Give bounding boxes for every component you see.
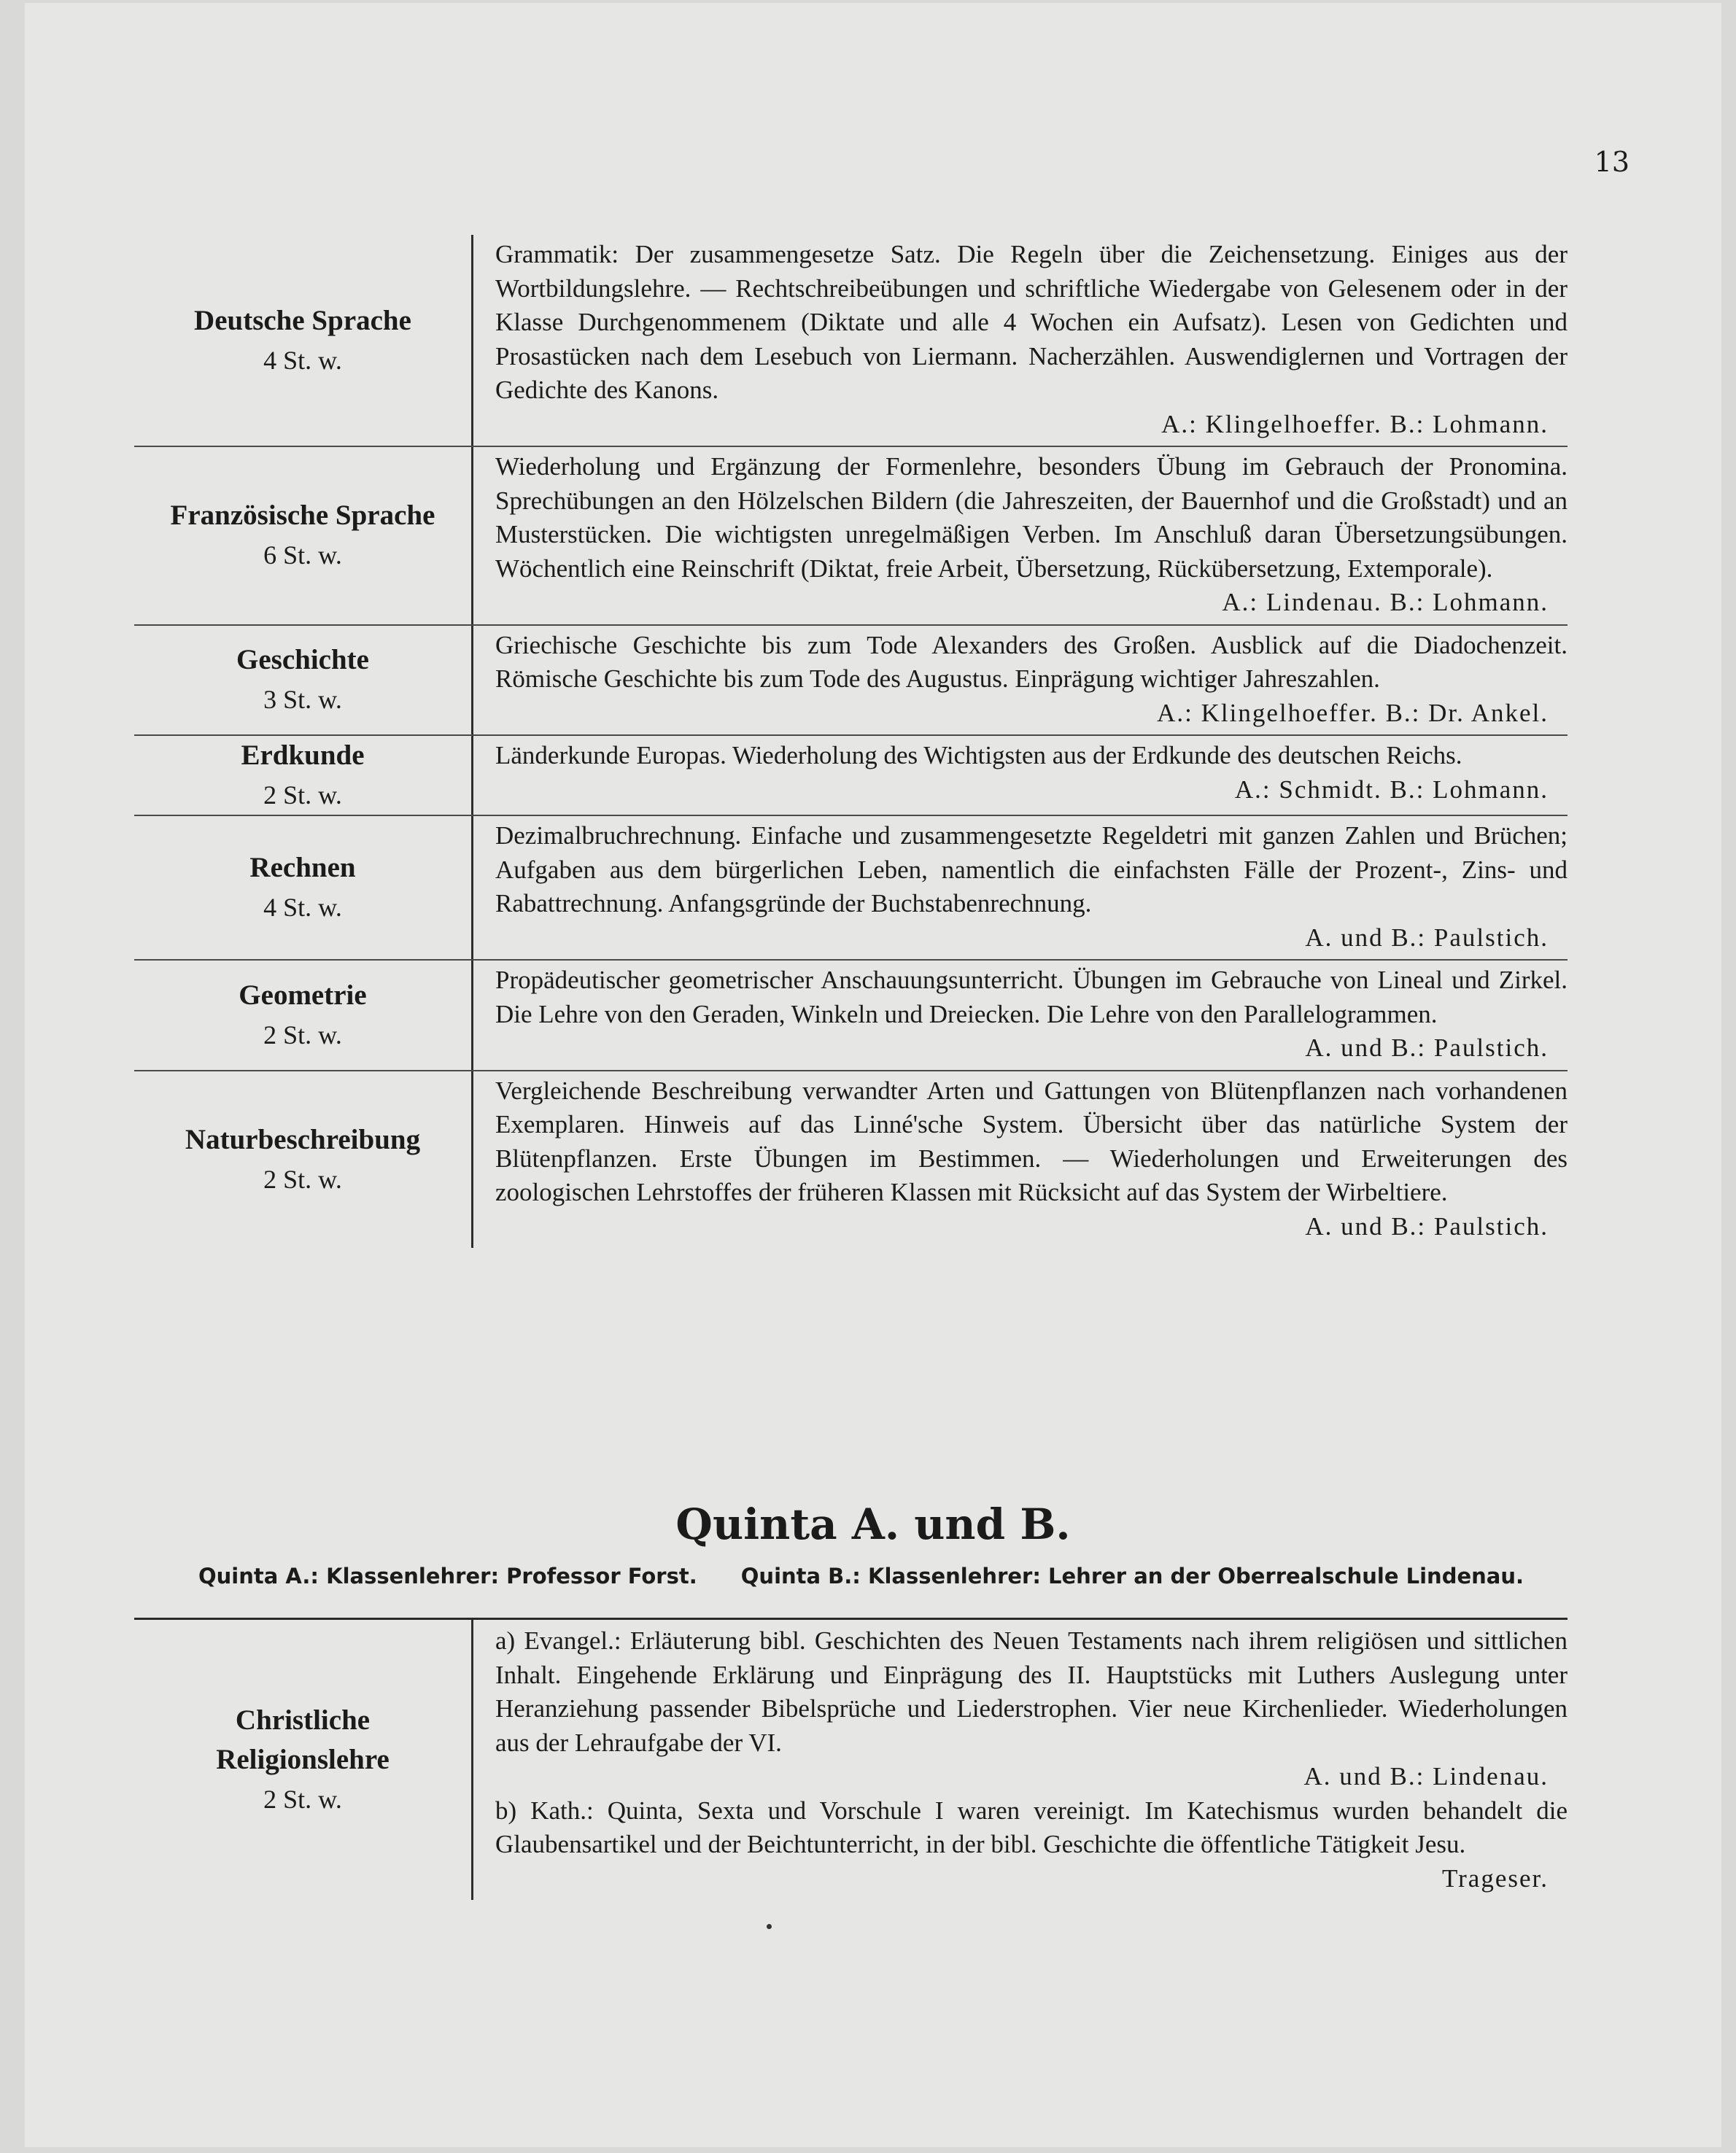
- subject-row-erdkunde: [134, 734, 1568, 815]
- print-speck: [767, 1924, 772, 1929]
- subject-name: Französische Sprache: [170, 500, 435, 532]
- evangelical-teachers: A. und B.: Lindenau.: [1303, 1762, 1549, 1791]
- evangelical-text: a) Evangel.: Erläuterung bibl. Geschichten des Neuen Testaments nach ihrem religiösen und sittlichen Inhalt. Eingehende Erklärung und Einprägung des II. Hauptstücks mit Luthers Auslegung unter Heranziehung passender Bibelsprüche und Liederstrophen. Vier neue Kirchenlieder. Wiederholungen aus der Lehraufgabe der VI.: [495, 1626, 1568, 1757]
- subject-name-line1: Christliche: [235, 1704, 371, 1736]
- page-number: 13: [1594, 146, 1630, 178]
- subject-cell: [134, 235, 471, 446]
- subject-teachers: A.: Klingelhoeffer. B.: Lohmann.: [1161, 409, 1549, 438]
- subject-content: [471, 1071, 1568, 1249]
- class-teachers-line: [198, 1564, 1628, 1588]
- subject-text: Griechische Geschichte bis zum Tode Alexanders des Großen. Ausblick auf die Diadochenzeit. Römische Geschichte bis zum Tode des Augustus. Einprägung wichtiger Jahreszahlen.: [495, 630, 1568, 693]
- subject-row-franzoesisch: [134, 446, 1568, 624]
- subject-content: [471, 961, 1568, 1070]
- subject-name: Rechnen: [249, 852, 356, 883]
- subject-hours: 3 St. w.: [263, 685, 342, 715]
- subject-teachers: A.: Schmidt. B.: Lohmann.: [1234, 775, 1549, 804]
- document-page: [25, 3, 1721, 2147]
- subject-text: Vergleichende Beschreibung verwandter Arten und Gattungen von Blütenpflanzen nach vorhandenen Exemplaren. Hinweis auf das Linné'sche System. Übersicht über das natürliche System der Blütenpflanzen. Erste Übungen im Bestimmen. — Wiederholungen und Erweiterungen des zoologischen Lehrstoffes der früheren Klassen mit Rücksicht auf das System der Wirbeltiere.: [495, 1076, 1568, 1206]
- subject-teachers: A. und B.: Paulstich.: [1305, 1211, 1549, 1241]
- subject-content: [471, 816, 1568, 959]
- subject-hours: 2 St. w.: [263, 1164, 342, 1194]
- subject-cell: [134, 1620, 471, 1900]
- catholic-teacher: Trageser.: [1441, 1863, 1549, 1893]
- subject-text: Grammatik: Der zusammengesetze Satz. Die Regeln über die Zeichensetzung. Einiges aus der Wortbildungslehre. — Rechtschreibeübungen und schriftliche Wiedergabe von Gelesenem oder in der Klasse Durchgenommenem (Diktate und alle 4 Wochen ein Aufsatz). Lesen von Gedichten und Prosastücken nach dem Lesebuch von Liermann. Nacherzählen. Auswendiglernen und Vortragen der Gedichte des Kanons.: [495, 240, 1568, 404]
- subject-teachers: A.: Klingelhoeffer. B.: Dr. Ankel.: [1157, 698, 1549, 727]
- subject-text: Propädeutischer geometrischer Anschauungsunterricht. Übungen im Gebrauche von Lineal und Zirkel. Die Lehre von den Geraden, Winkeln und Dreiecken. Die Lehre von den Parallelogrammen.: [495, 966, 1568, 1028]
- religion-table: [134, 1620, 1568, 1900]
- subject-cell: [134, 961, 471, 1070]
- section-title: Quinta A. und B.: [675, 1500, 1071, 1549]
- subject-content: [471, 626, 1568, 735]
- subject-cell: [134, 626, 471, 735]
- subject-text: Wiederholung und Ergänzung der Formenlehre, besonders Übung im Gebrauch der Pronomina. Sprechübungen an den Hölzelschen Bildern (die Jahreszeiten, der Bauernhof und die Großstadt) und an Musterstücken. Die wichtigsten unregelmäßigen Verben. Im Anschluß daran Übersetzungsübungen. Wöchentlich eine Reinschrift (Diktat, freie Arbeit, Übersetzung, Rückübersetzung, Extemporale).: [495, 452, 1568, 583]
- subject-hours: 2 St. w.: [263, 780, 342, 810]
- catholic-text: b) Kath.: Quinta, Sexta und Vorschule I waren vereinigt. Im Katechismus wurden behandelt die Glaubensartikel und der Beichtunterricht, in der bibl. Geschichte die öffentliche Tätigkeit Jesu.: [495, 1796, 1568, 1858]
- curriculum-table: [134, 235, 1568, 1248]
- subject-cell: [134, 736, 471, 815]
- class-a-teacher: Quinta A.: Klassenlehrer: Professor Forst.: [198, 1564, 697, 1588]
- subject-row-rechnen: [134, 815, 1568, 959]
- subject-text: Dezimalbruchrechnung. Einfache und zusammengesetzte Regeldetri mit ganzen Zahlen und Brüchen; Aufgaben aus dem bürgerlichen Leben, namentlich die einfachsten Fälle der Prozent-, Zins- und Rabattrechnung. Anfangsgründe der Buchstabenrechnung.: [495, 821, 1568, 918]
- subject-name: Deutsche Sprache: [194, 304, 411, 336]
- subject-cell: [134, 447, 471, 624]
- subject-row-geometrie: [134, 959, 1568, 1070]
- subject-teachers: A. und B.: Paulstich.: [1305, 1033, 1549, 1062]
- subject-name: Geschichte: [236, 644, 369, 676]
- subject-hours: 4 St. w.: [263, 893, 342, 922]
- subject-hours: 4 St. w.: [263, 345, 342, 375]
- subject-hours: 6 St. w.: [263, 540, 342, 570]
- subject-name: Naturbeschreibung: [185, 1123, 421, 1155]
- subject-row-geschichte: [134, 624, 1568, 735]
- subject-name: Erdkunde: [241, 740, 365, 771]
- subject-text: Länderkunde Europas. Wiederholung des Wichtigsten aus der Erdkunde des deutschen Reichs.: [495, 741, 1462, 769]
- class-b-teacher: Quinta B.: Klassenlehrer: Lehrer an der Oberrealschule Lindenau.: [740, 1564, 1524, 1588]
- subject-teachers: A.: Lindenau. B.: Lohmann.: [1222, 588, 1549, 616]
- subject-name: Geometrie: [239, 979, 367, 1011]
- subject-name-line2: Religionslehre: [216, 1744, 390, 1775]
- subject-content: [471, 235, 1568, 446]
- subject-hours: 2 St. w.: [263, 1785, 342, 1814]
- subject-content: [471, 447, 1568, 624]
- subject-teachers: A. und B.: Paulstich.: [1305, 923, 1549, 952]
- subject-row-deutsch: [134, 235, 1568, 446]
- subject-row-religion: [134, 1620, 1568, 1900]
- subject-cell: [134, 1071, 471, 1249]
- subject-row-naturbeschreibung: [134, 1070, 1568, 1249]
- subject-cell: [134, 816, 471, 959]
- subject-content: [471, 1620, 1568, 1900]
- subject-content: [471, 736, 1568, 815]
- subject-hours: 2 St. w.: [263, 1020, 342, 1050]
